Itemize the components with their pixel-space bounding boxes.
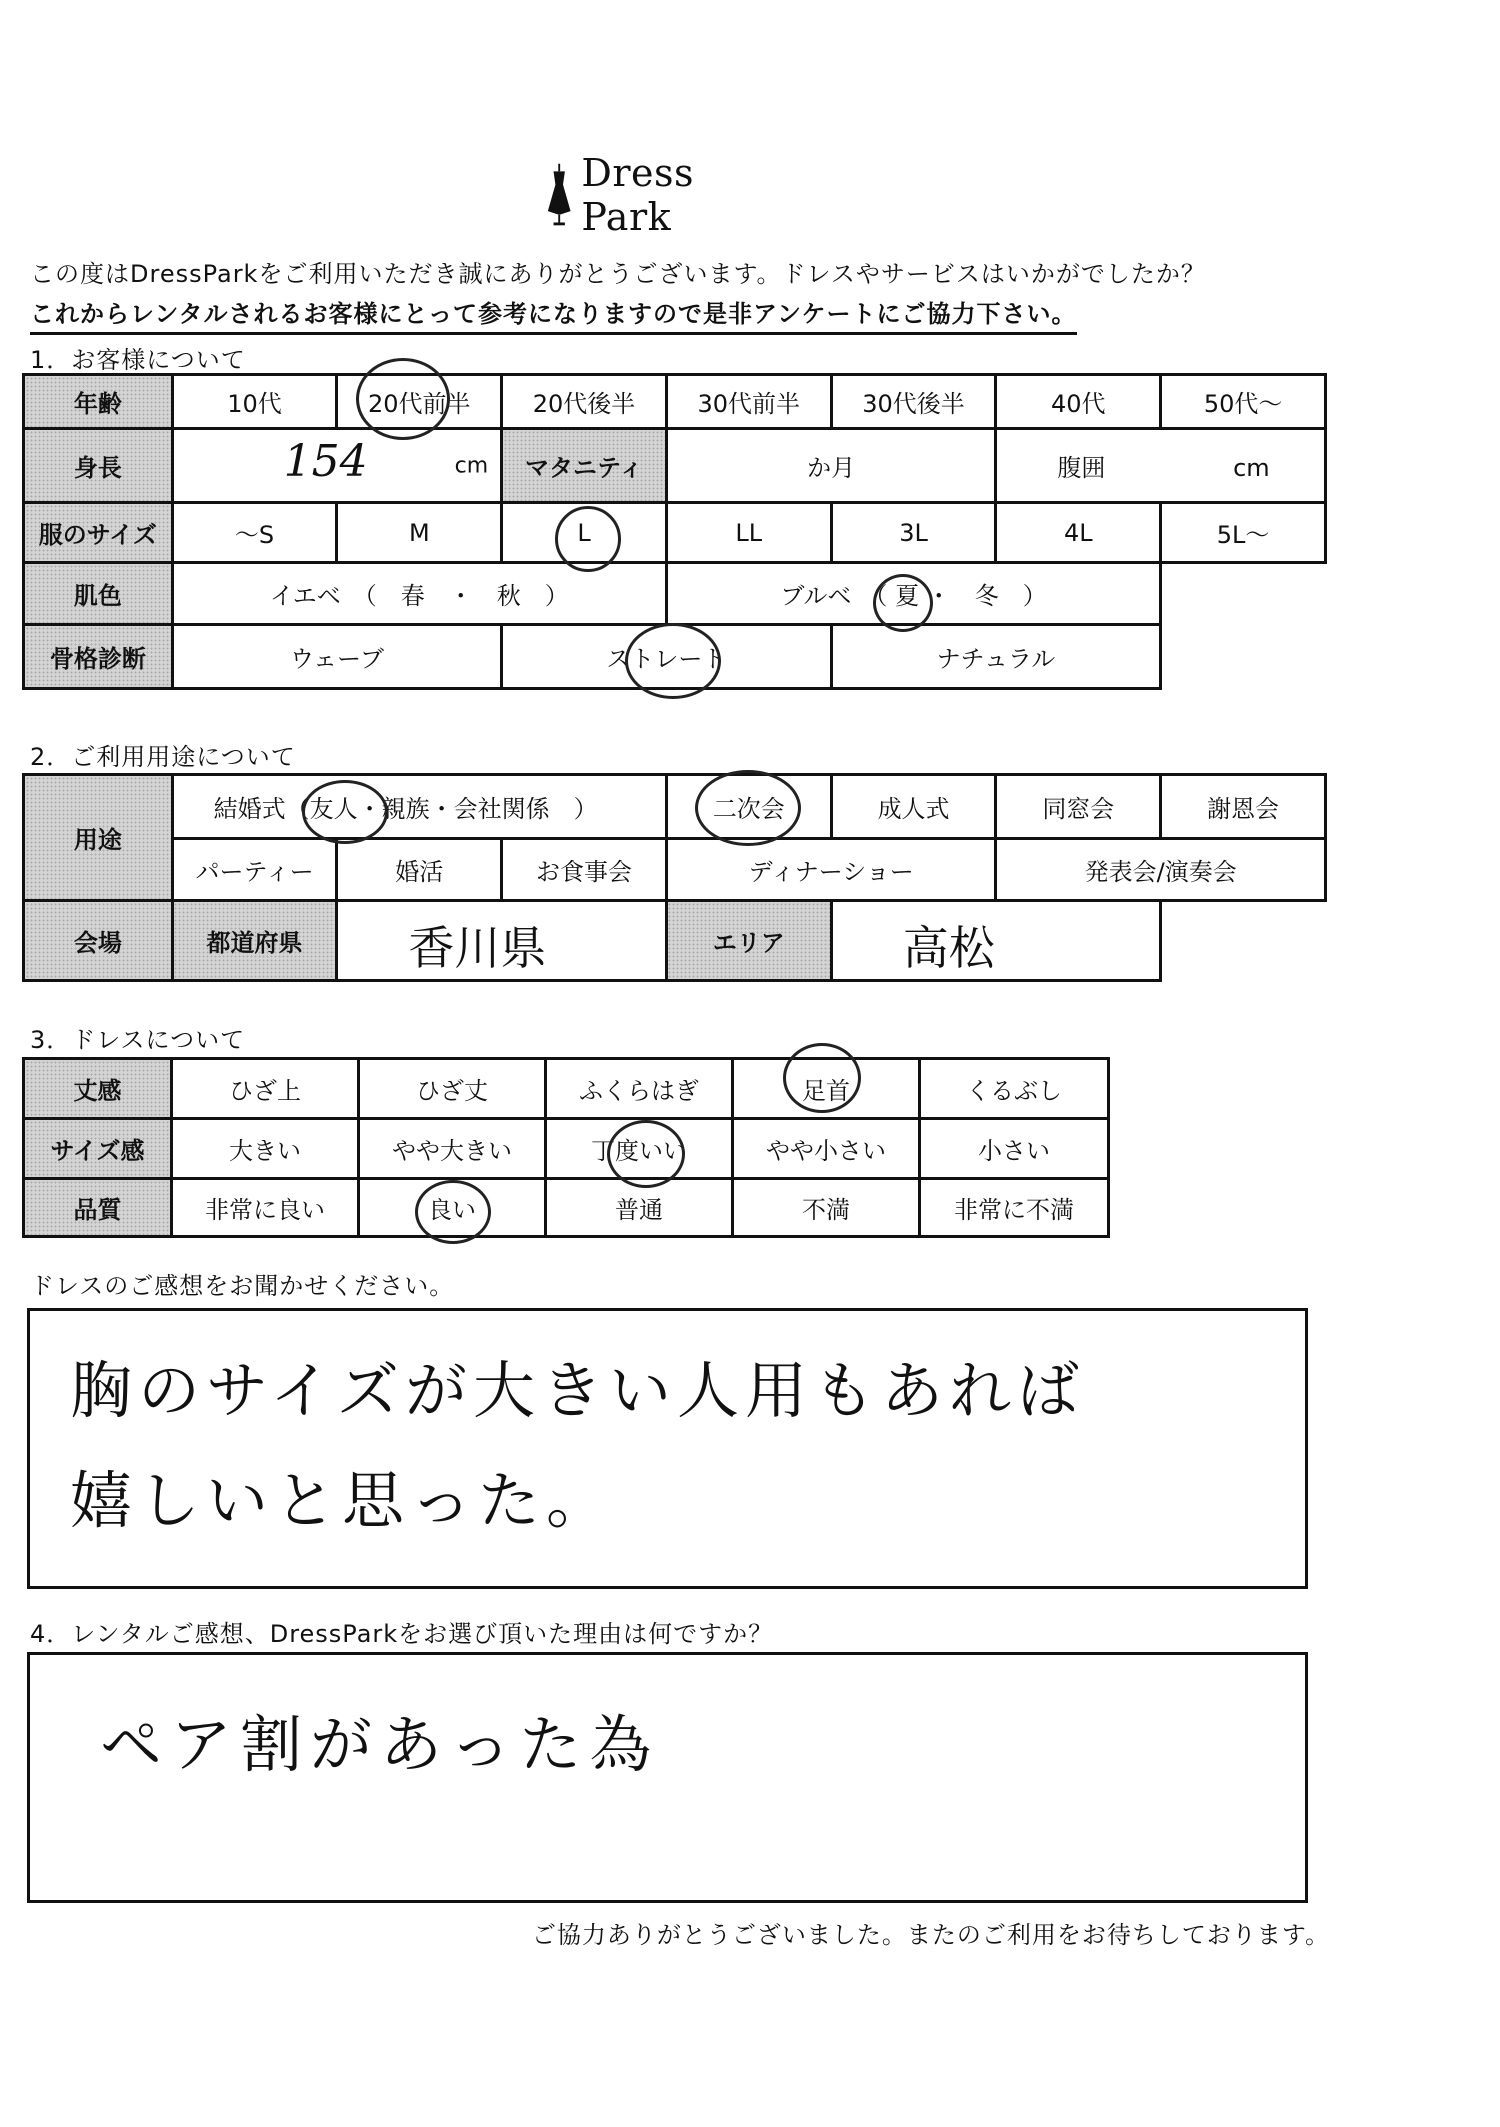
usage-option[interactable]: 婚活 — [337, 839, 502, 901]
length-option[interactable]: ふくらはぎ — [546, 1059, 733, 1119]
comment-label: ドレスのご感想をお聞かせください。 — [30, 1272, 455, 1300]
length-option[interactable]: ひざ丈 — [359, 1059, 546, 1119]
comment-box[interactable] — [27, 1308, 1308, 1589]
frame-label: 骨格診断 — [24, 625, 173, 689]
usage-table — [22, 773, 1327, 982]
quality-option-selected[interactable]: 良い — [359, 1179, 546, 1237]
age-option[interactable]: 10代 — [172, 375, 337, 429]
size-option-selected[interactable]: L — [502, 503, 667, 563]
section-2-title: 2．ご利用用途について — [30, 743, 296, 771]
height-value: 154 — [283, 436, 368, 487]
fit-option-selected[interactable]: 丁度いい — [546, 1119, 733, 1179]
height-field[interactable] — [172, 429, 502, 503]
age-option[interactable]: 20代後半 — [502, 375, 667, 429]
height-label: 身長 — [24, 429, 173, 503]
reason-box[interactable] — [27, 1652, 1308, 1903]
age-option-selected[interactable]: 20代前半 — [337, 375, 502, 429]
length-option[interactable]: ひざ上 — [172, 1059, 359, 1119]
usage-option[interactable]: 成人式 — [831, 775, 996, 839]
venue-label: 会場 — [24, 901, 173, 981]
prefecture-field[interactable] — [337, 901, 667, 981]
maternity-months-field[interactable] — [666, 429, 996, 503]
area-label: エリア — [666, 901, 831, 981]
thanks-message: ご協力ありがとうございました。またのご利用をお待ちしております。 — [531, 1921, 1330, 1949]
usage-option[interactable]: 謝恩会 — [1161, 775, 1326, 839]
skin-blue-suffix: ・ 冬 ） — [926, 582, 1047, 610]
height-unit: cm — [454, 453, 489, 478]
skin-yellow-option[interactable]: イエベ （ 春 ・ 秋 ） — [172, 563, 666, 625]
usage-option[interactable]: ディナーショー — [666, 839, 996, 901]
quality-label: 品質 — [24, 1179, 172, 1237]
size-option[interactable]: 3L — [831, 503, 996, 563]
comment-line-2: 嬉しいと思った。 — [70, 1464, 615, 1537]
quality-option[interactable]: 非常に良い — [172, 1179, 359, 1237]
reason-answer: ペア割があった為 — [100, 1708, 660, 1781]
length-option[interactable]: くるぶし — [920, 1059, 1109, 1119]
skin-blue-prefix: ブルベ （ — [780, 582, 888, 610]
size-option[interactable]: 5L～ — [1161, 503, 1326, 563]
logo — [545, 151, 785, 239]
size-label: 服のサイズ — [24, 503, 173, 563]
waist-field[interactable] — [996, 429, 1326, 503]
intro-line-1: この度はDressParkをご利用いただき誠にありがとうございます。ドレスやサービスはいかがでしたか？ — [30, 260, 1206, 288]
section-3-title: 3．ドレスについて — [30, 1026, 246, 1054]
length-label: 丈感 — [24, 1059, 172, 1119]
skin-label: 肌色 — [24, 563, 173, 625]
maternity-label: マタニティ — [502, 429, 667, 503]
quality-option[interactable]: 不満 — [733, 1179, 920, 1237]
size-option[interactable]: ～S — [172, 503, 337, 563]
usage-option[interactable]: パーティー — [172, 839, 337, 901]
size-option[interactable]: M — [337, 503, 502, 563]
wedding-prefix: 結婚式（ — [213, 795, 310, 823]
frame-option[interactable]: ウェーブ — [172, 625, 502, 689]
waist-label: 腹囲 — [1057, 454, 1106, 482]
section-4-title: 4．レンタルご感想、DressParkをお選び頂いた理由は何ですか？ — [30, 1620, 774, 1648]
prefecture-value: 香川県 — [408, 921, 547, 975]
size-option[interactable]: LL — [666, 503, 831, 563]
fit-label: サイズ感 — [24, 1119, 172, 1179]
quality-option[interactable]: 非常に不満 — [920, 1179, 1109, 1237]
usage-option[interactable]: お食事会 — [502, 839, 667, 901]
area-field[interactable] — [831, 901, 1161, 981]
quality-option[interactable]: 普通 — [546, 1179, 733, 1237]
area-value: 高松 — [902, 921, 995, 975]
size-option[interactable]: 4L — [996, 503, 1161, 563]
brand-name: Dress Park — [581, 151, 695, 239]
prefecture-label: 都道府県 — [172, 901, 337, 981]
usage-option[interactable]: 発表会/演奏会 — [996, 839, 1326, 901]
intro-line-2: これからレンタルされるお客様にとって参考になりますので是非アンケートにご協力下さい。 — [30, 294, 1077, 335]
length-option-selected[interactable]: 足首 — [733, 1059, 920, 1119]
usage-option[interactable]: 同窓会 — [996, 775, 1161, 839]
section-1-title: 1．お客様について — [30, 346, 246, 374]
wedding-rest: ・親族・会社関係 ） — [357, 795, 598, 823]
frame-option-selected[interactable]: ストレート — [502, 625, 832, 689]
skin-blue-summer: 夏 — [895, 582, 920, 610]
frame-option[interactable]: ナチュラル — [831, 625, 1161, 689]
usage-wedding[interactable] — [172, 775, 666, 839]
fit-option[interactable]: やや大きい — [359, 1119, 546, 1179]
age-option[interactable]: 40代 — [996, 375, 1161, 429]
dress-table — [22, 1057, 1110, 1238]
usage-option-selected[interactable]: 二次会 — [666, 775, 831, 839]
dress-icon — [545, 162, 573, 228]
fit-option[interactable]: 大きい — [172, 1119, 359, 1179]
fit-option[interactable]: 小さい — [920, 1119, 1109, 1179]
age-option[interactable]: 30代前半 — [666, 375, 831, 429]
comment-line-1: 胸のサイズが大きい人用もあれば — [70, 1354, 1086, 1427]
wedding-friend: 友人 — [309, 795, 358, 823]
age-option[interactable]: 50代～ — [1161, 375, 1326, 429]
age-option[interactable]: 30代後半 — [831, 375, 996, 429]
usage-label: 用途 — [24, 775, 173, 901]
skin-blue-option[interactable] — [666, 563, 1160, 625]
age-label: 年齢 — [24, 375, 173, 429]
fit-option[interactable]: やや小さい — [733, 1119, 920, 1179]
months-unit: か月 — [807, 454, 856, 482]
waist-unit: cm — [1233, 454, 1270, 482]
customer-table — [22, 373, 1327, 690]
